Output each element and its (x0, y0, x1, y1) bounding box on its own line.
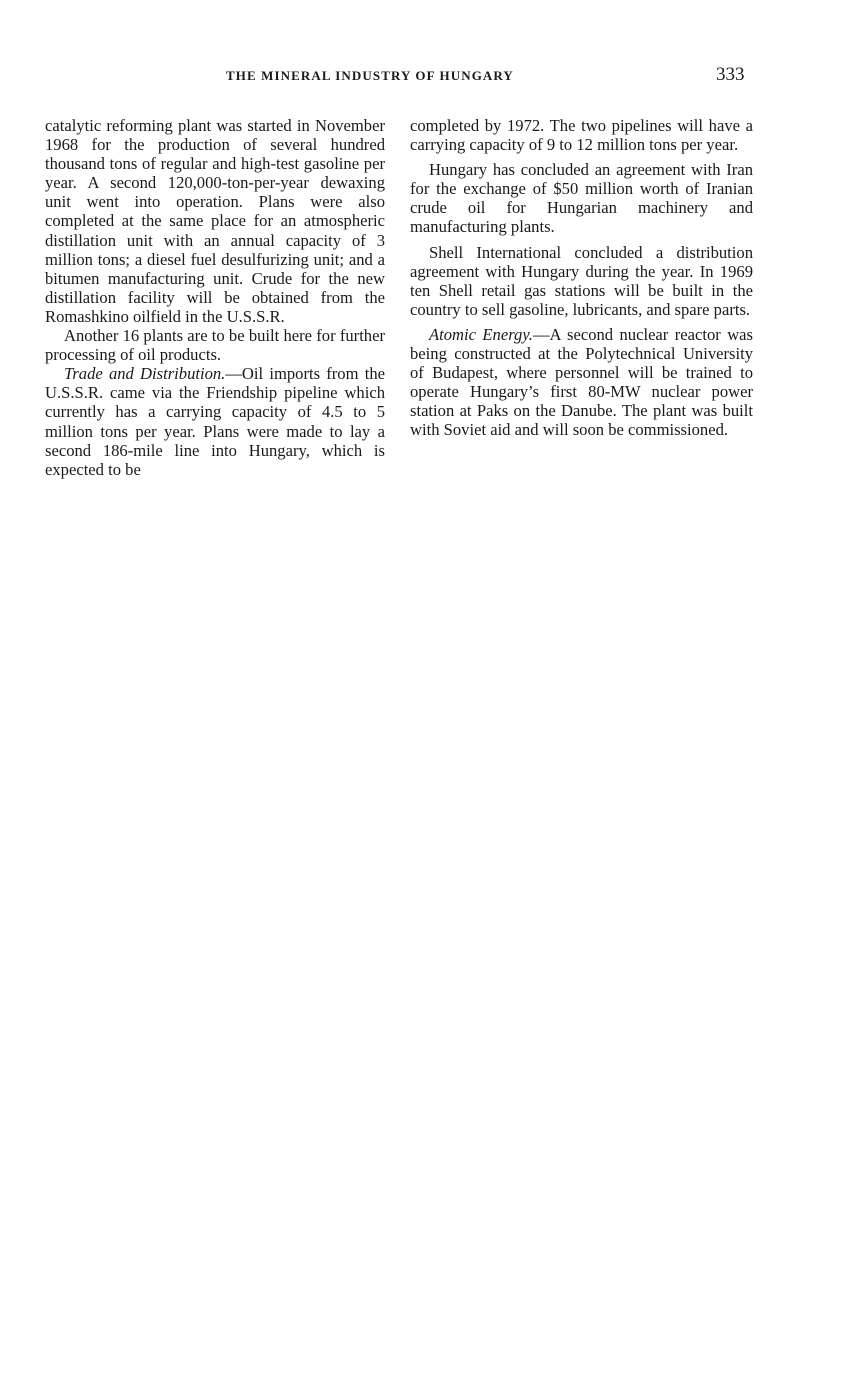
paragraph-refinery: catalytic reforming plant was started in November 1968 for the production of several hundred thousand tons of regular and high-test gasoline per year. A second 120,000-ton-per-year dewaxing unit went into operation. Plans were also completed at the same place for an atmospheric distillation unit with an annual capacity of 3 million tons; a diesel fuel desulfurizing unit; and a bitumen manufacturing unit. Crude for the new distillation facility will be obtained from the Romashkino oilfield in the U.S.S.R. (45, 116, 385, 326)
left-column (45, 116, 385, 479)
paragraph-atomic-text: —A second nuclear reactor was being constructed at the Polytechnical University of Budapest, where personnel will be trained to operate Hungary’s first 80-MW nuclear power station at Paks on the Danube. The plant was built with Soviet aid and will soon be commissioned. (410, 324, 753, 440)
page-number: 333 (716, 64, 745, 85)
run-in-heading-atomic: Atomic Energy. (429, 324, 533, 344)
running-head (0, 64, 853, 88)
paragraph-shell: Shell International concluded a distribution agreement with Hungary during the year. In 1969 ten Shell retail gas stations will be built in the country to sell gasoline, lubricants, and spare parts. (410, 242, 753, 319)
running-title: THE MINERAL INDUSTRY OF HUNGARY (226, 68, 514, 83)
right-column (410, 116, 753, 440)
paragraph-iran-agreement: Hungary has concluded an agreement with Iran for the exchange of $50 million worth of Iranian crude oil for Hungarian machinery and manufacturing plants. (410, 160, 753, 237)
paragraph-trade-distribution (45, 364, 385, 479)
paragraph-trade-text: —Oil imports from the U.S.S.R. came via the Friendship pipeline which currently has a carrying capacity of 4.5 to 5 million tons per year. Plans were made to lay a second 186-mile line into Hungary, which is expected to be (45, 364, 385, 479)
run-in-heading-trade: Trade and Distribution. (64, 364, 226, 384)
paragraph-pipelines: completed by 1972. The two pipelines will have a carrying capacity of 9 to 12 million tons per year. (410, 116, 753, 155)
paragraph-new-plants: Another 16 plants are to be built here for further processing of oil products. (45, 326, 385, 365)
paragraph-atomic-energy (410, 325, 753, 440)
